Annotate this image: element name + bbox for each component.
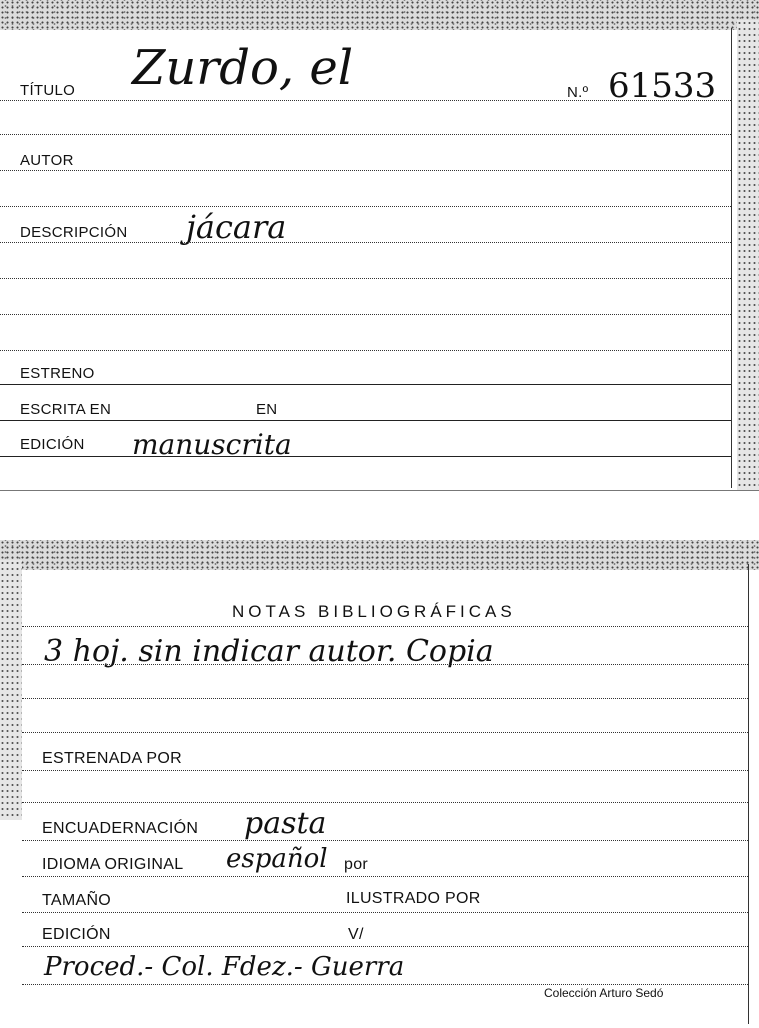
card-scan-edge <box>0 540 759 570</box>
titulo-label: TÍTULO <box>20 82 76 99</box>
idioma-original-label: IDIOMA ORIGINAL <box>42 856 184 873</box>
catalog-card-top <box>0 0 759 494</box>
idioma-original-value: español <box>226 844 328 874</box>
tamano-label: TAMAÑO <box>42 892 112 909</box>
coleccion-footer: Colección Arturo Sedó <box>544 986 664 1000</box>
card-scan-edge-right <box>737 20 759 490</box>
numero-label: N.º <box>567 84 589 101</box>
edicion-value: manuscrita <box>132 428 292 461</box>
descripcion-label: DESCRIPCIÓN <box>20 224 128 241</box>
en-label: EN <box>256 401 278 418</box>
encuadernacion-label: ENCUADERNACIÓN <box>42 820 199 837</box>
card-scan-edge <box>0 0 759 30</box>
notas-heading: NOTAS BIBLIOGRÁFICAS <box>232 602 516 621</box>
numero-value: 61533 <box>608 66 717 106</box>
ilustrado-por-label: ILUSTRADO POR <box>346 890 481 907</box>
encuadernacion-value: pasta <box>244 806 327 841</box>
titulo-value: Zurdo, el <box>132 40 354 96</box>
procedencia-value: Proced.- Col. Fdez.- Guerra <box>44 952 405 982</box>
edicion-label: EDICIÓN <box>20 436 85 453</box>
escrita-en-label: ESCRITA EN <box>20 401 112 418</box>
autor-label: AUTOR <box>20 152 74 169</box>
catalog-card-bottom <box>0 540 759 1028</box>
card-border-right <box>731 28 732 488</box>
estrenada-por-label: ESTRENADA POR <box>42 750 182 767</box>
card-border-right <box>748 564 749 1024</box>
card-scan-edge-left <box>0 560 22 820</box>
por-label: por <box>344 856 369 873</box>
estreno-label: ESTRENO <box>20 365 95 382</box>
va-label: V/ <box>348 926 364 943</box>
edicion-label-2: EDICIÓN <box>42 926 111 943</box>
descripcion-value: jácara <box>186 208 287 246</box>
notas-value: 3 hoj. sin indicar autor. Copia <box>44 634 494 669</box>
